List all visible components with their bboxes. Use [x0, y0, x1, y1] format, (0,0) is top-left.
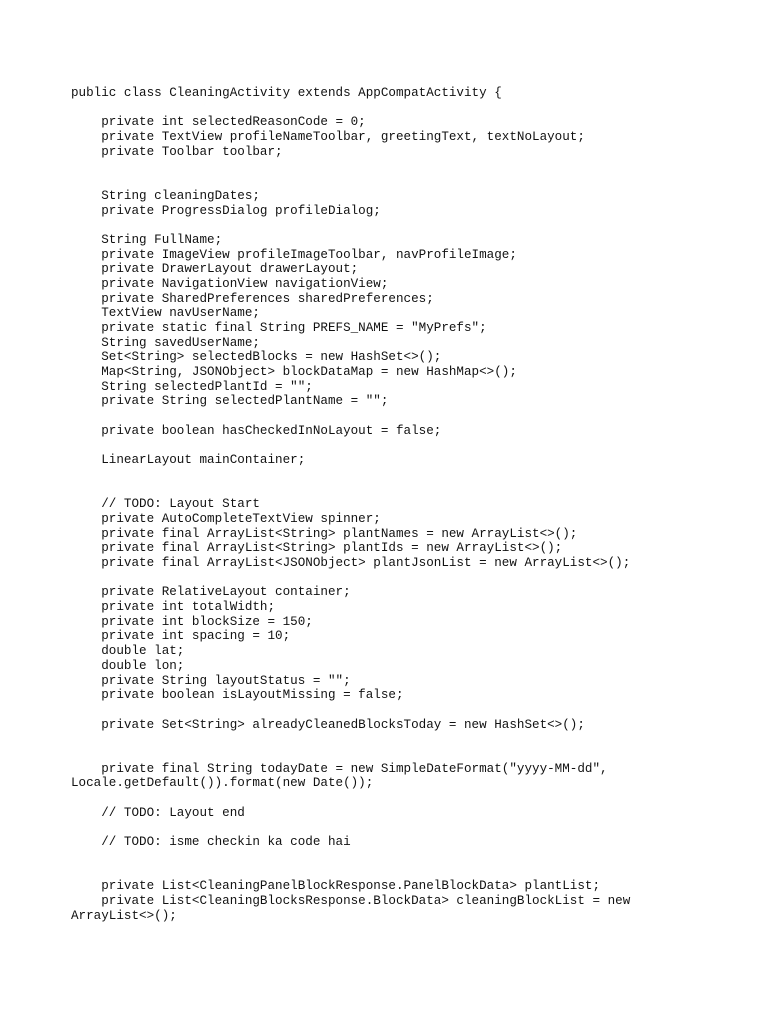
code-line: private boolean isLayoutMissing = false;	[71, 688, 404, 703]
code-line: private Set<String> alreadyCleanedBlocksToday = new HashSet<>();	[71, 717, 585, 732]
code-line: Set<String> selectedBlocks = new HashSet<>();	[71, 350, 442, 365]
code-listing	[71, 86, 731, 923]
code-line: // TODO: Layout Start	[71, 497, 260, 512]
code-line	[71, 409, 731, 424]
code-line	[71, 468, 731, 483]
code-line: String savedUserName;	[71, 335, 260, 350]
code-line: private List<CleaningBlocksResponse.BlockData> cleaningBlockList = new	[71, 893, 631, 908]
code-line: private final ArrayList<String> plantIds = new ArrayList<>();	[71, 541, 563, 556]
code-line	[71, 791, 731, 806]
code-line: private int selectedReasonCode = 0;	[71, 115, 366, 130]
code-line: private List<CleaningPanelBlockResponse.PanelBlockData> plantList;	[71, 879, 601, 894]
code-line: ArrayList<>();	[71, 908, 177, 923]
code-line	[71, 850, 731, 865]
code-line: private final String todayDate = new SimpleDateFormat("yyyy-MM-dd",	[71, 761, 608, 776]
code-line: private final ArrayList<JSONObject> plantJsonList = new ArrayList<>();	[71, 556, 631, 570]
code-line: String cleaningDates;	[71, 188, 260, 203]
code-line: private ImageView profileImageToolbar, navProfileImage;	[71, 247, 517, 262]
code-line: private NavigationView navigationView;	[71, 276, 389, 291]
code-line	[71, 174, 731, 189]
code-line: private boolean hasCheckedInNoLayout = false;	[71, 423, 442, 438]
code-line	[71, 747, 731, 762]
code-line: private final ArrayList<String> plantNames = new ArrayList<>();	[71, 526, 578, 541]
code-line: private int totalWidth;	[71, 600, 276, 615]
code-line: String FullName;	[71, 232, 223, 247]
code-line	[71, 218, 731, 233]
code-line	[71, 159, 731, 174]
code-line: private static final String PREFS_NAME = "MyPrefs";	[71, 321, 487, 335]
code-line: // TODO: isme checkin ka code hai	[71, 835, 351, 850]
code-line: double lon;	[71, 658, 185, 673]
code-line: Locale.getDefault()).format(new Date());	[71, 776, 374, 791]
code-line: private AutoCompleteTextView spinner;	[71, 511, 381, 526]
code-line: private String selectedPlantName = "";	[71, 394, 389, 409]
code-line: double lat;	[71, 644, 185, 659]
code-line: TextView navUserName;	[71, 306, 260, 321]
code-line	[71, 439, 731, 454]
code-line: public class CleaningActivity extends AppCompatActivity {	[71, 86, 502, 100]
code-line: private ProgressDialog profileDialog;	[71, 203, 381, 218]
code-line	[71, 483, 731, 498]
code-line: private Toolbar toolbar;	[71, 144, 283, 159]
code-line	[71, 703, 731, 718]
code-line: private RelativeLayout container;	[71, 585, 351, 600]
code-line: private DrawerLayout drawerLayout;	[71, 262, 359, 277]
code-line: // TODO: Layout end	[71, 805, 245, 820]
code-line: private SharedPreferences sharedPreferences;	[71, 291, 434, 306]
code-line: String selectedPlantId = "";	[71, 379, 313, 394]
code-line	[71, 571, 731, 586]
code-line: private int blockSize = 150;	[71, 614, 313, 629]
code-line	[71, 101, 731, 116]
code-line: LinearLayout mainContainer;	[71, 453, 306, 468]
code-line	[71, 820, 731, 835]
code-line: private String layoutStatus = "";	[71, 673, 351, 688]
code-line	[71, 864, 731, 879]
code-line: private TextView profileNameToolbar, greetingText, textNoLayout;	[71, 130, 585, 145]
code-line: private int spacing = 10;	[71, 629, 291, 644]
code-line: Map<String, JSONObject> blockDataMap = new HashMap<>();	[71, 365, 517, 380]
code-line	[71, 732, 731, 747]
